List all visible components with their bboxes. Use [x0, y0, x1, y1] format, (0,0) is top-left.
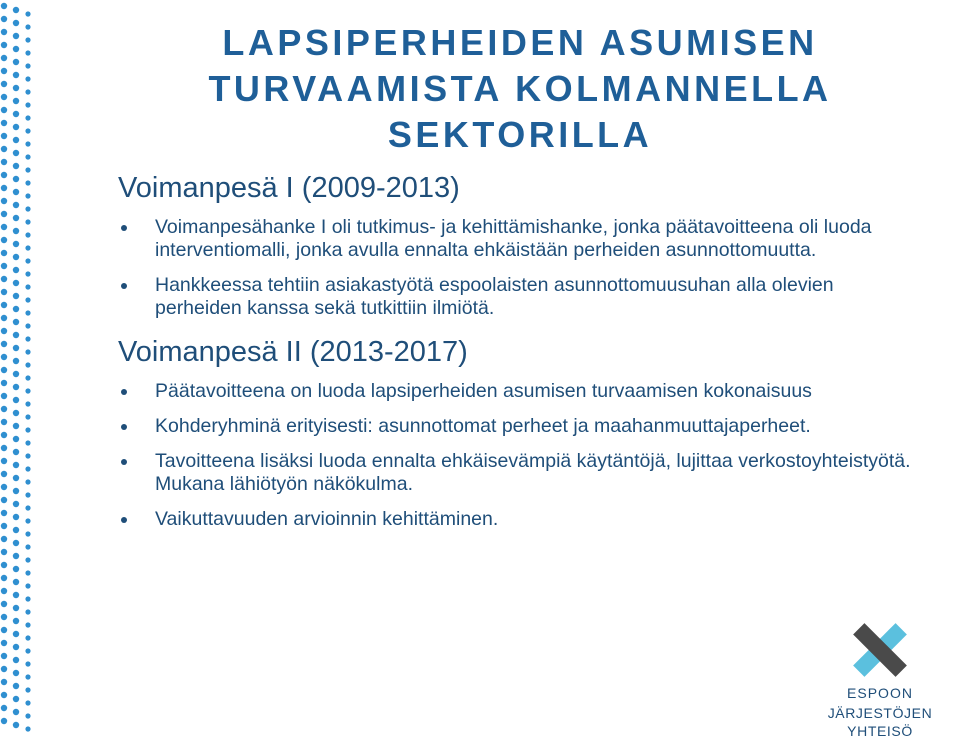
bullet-item: Voimanpesähanke I oli tutkimus- ja kehittämishanke, jonka päätavoitteena oli luoda interventiomalli, jonka avulla ennalta ehkäistään perheiden asunnottomuutta.: [118, 216, 918, 262]
decorative-dot: [1, 510, 7, 516]
decorative-dot: [1, 406, 7, 412]
decorative-dot: [1, 432, 7, 438]
decorative-dot: [1, 471, 7, 477]
decorative-dot: [1, 458, 7, 464]
decorative-dot: [25, 245, 30, 250]
decorative-dot: [25, 297, 30, 302]
decorative-dot: [13, 254, 19, 260]
decorative-dot: [25, 492, 30, 497]
decorative-dot: [1, 211, 7, 217]
decorative-dot: [1, 627, 7, 633]
slide-title-line-1: LAPSIPERHEIDEN ASUMISEN: [222, 22, 818, 63]
decorative-dot: [13, 137, 19, 143]
decorative-dot: [1, 315, 7, 321]
decorative-dot: [13, 527, 19, 533]
decorative-dot: [25, 50, 30, 55]
decorative-dot: [13, 501, 19, 507]
decorative-dot: [25, 622, 30, 627]
decorative-dot: [25, 115, 30, 120]
decorative-dot: [13, 488, 19, 494]
decorative-dot: [25, 570, 30, 575]
section-heading-voimanpesa-2: Voimanpesä II (2013-2017): [118, 336, 468, 368]
decorative-dot: [1, 445, 7, 451]
decorative-dot: [1, 133, 7, 139]
decorative-dot: [25, 414, 30, 419]
decorative-dot: [1, 198, 7, 204]
decorative-dot: [25, 544, 30, 549]
decorative-dot: [1, 146, 7, 152]
decorative-dot: [13, 345, 19, 351]
bullet-item: Vaikuttavuuden arvioinnin kehittäminen.: [118, 508, 918, 531]
decorative-dot: [13, 215, 19, 221]
decorative-dot: [25, 11, 30, 16]
decorative-dot: [1, 380, 7, 386]
decorative-dot: [25, 648, 30, 653]
decorative-dot: [13, 709, 19, 715]
slide-content: [118, 170, 918, 545]
logo-text-jarjestojen-yhteiso: JÄRJESTÖJEN YHTEISÖ: [827, 705, 933, 739]
decorative-dot: [13, 72, 19, 78]
decorative-dot: [25, 76, 30, 81]
decorative-dot: [25, 193, 30, 198]
logo-cross-icon: [844, 622, 916, 678]
decorative-dot: [25, 180, 30, 185]
decorative-dot-pattern: [0, 0, 44, 733]
decorative-dot: [25, 635, 30, 640]
decorative-dot: [13, 475, 19, 481]
decorative-dot: [13, 59, 19, 65]
decorative-dot: [13, 332, 19, 338]
decorative-dot: [13, 644, 19, 650]
decorative-dot: [1, 666, 7, 672]
decorative-dot: [1, 679, 7, 685]
decorative-dot: [13, 176, 19, 182]
decorative-dot: [1, 341, 7, 347]
decorative-dot: [25, 557, 30, 562]
decorative-dot: [25, 154, 30, 159]
decorative-dot: [25, 401, 30, 406]
decorative-dot: [13, 631, 19, 637]
decorative-dot: [1, 16, 7, 22]
decorative-dot: [25, 700, 30, 705]
decorative-dot: [25, 661, 30, 666]
decorative-dot: [25, 583, 30, 588]
decorative-dot: [25, 349, 30, 354]
decorative-dot: [1, 328, 7, 334]
decorative-dot: [25, 518, 30, 523]
bullet-list-voimanpesa-1: [118, 216, 918, 320]
decorative-dot: [25, 596, 30, 601]
decorative-dot: [1, 640, 7, 646]
decorative-dot: [1, 653, 7, 659]
decorative-dot: [1, 601, 7, 607]
decorative-dot: [13, 618, 19, 624]
decorative-dot: [25, 284, 30, 289]
decorative-dot: [25, 427, 30, 432]
decorative-dot: [13, 150, 19, 156]
decorative-dot: [25, 453, 30, 458]
decorative-dot: [13, 98, 19, 104]
decorative-dot: [1, 3, 7, 9]
decorative-dot: [13, 670, 19, 676]
decorative-dot: [25, 167, 30, 172]
decorative-dot: [25, 479, 30, 484]
decorative-dot: [1, 718, 7, 724]
decorative-dot: [1, 81, 7, 87]
slide-title-line-2: TURVAAMISTA KOLMANNELLA: [208, 68, 832, 109]
decorative-dot: [1, 237, 7, 243]
decorative-dot: [13, 33, 19, 39]
decorative-dot: [1, 575, 7, 581]
decorative-dot: [25, 375, 30, 380]
decorative-dot: [13, 85, 19, 91]
decorative-dot: [1, 172, 7, 178]
decorative-dot: [1, 29, 7, 35]
bullet-item: Kohderyhminä erityisesti: asunnottomat perheet ja maahanmuuttajaperheet.: [118, 415, 918, 438]
decorative-dot: [25, 323, 30, 328]
decorative-dot: [25, 687, 30, 692]
decorative-dot: [25, 440, 30, 445]
decorative-dot: [1, 68, 7, 74]
decorative-dot: [13, 553, 19, 559]
decorative-dot: [1, 224, 7, 230]
decorative-dot: [13, 111, 19, 117]
decorative-dot: [25, 609, 30, 614]
decorative-dot: [25, 128, 30, 133]
decorative-dot: [25, 141, 30, 146]
decorative-dot: [13, 306, 19, 312]
decorative-dot: [25, 674, 30, 679]
decorative-dot: [13, 7, 19, 13]
decorative-dot: [13, 20, 19, 26]
decorative-dot: [1, 419, 7, 425]
bullet-item: Tavoitteena lisäksi luoda ennalta ehkäisevämpiä käytäntöjä, lujittaa verkostoyhteistyötä. Mukana lähiötyön näkökulma.: [118, 450, 918, 496]
decorative-dot: [1, 302, 7, 308]
decorative-dot: [13, 605, 19, 611]
decorative-dot: [13, 514, 19, 520]
decorative-dot: [1, 120, 7, 126]
decorative-dot: [1, 107, 7, 113]
decorative-dot: [13, 449, 19, 455]
logo-text-espoon: ESPOON: [847, 685, 913, 701]
decorative-dot: [13, 267, 19, 273]
decorative-dot: [13, 566, 19, 572]
decorative-dot: [13, 592, 19, 598]
decorative-dot: [25, 24, 30, 29]
decorative-dot: [1, 159, 7, 165]
decorative-dot: [13, 293, 19, 299]
decorative-dot: [13, 384, 19, 390]
decorative-dot: [13, 319, 19, 325]
decorative-dot: [1, 562, 7, 568]
decorative-dot: [13, 46, 19, 52]
decorative-dot: [13, 124, 19, 130]
decorative-dot: [13, 423, 19, 429]
decorative-dot: [1, 536, 7, 542]
decorative-dot: [25, 63, 30, 68]
decorative-dot: [1, 276, 7, 282]
decorative-dot: [1, 185, 7, 191]
decorative-dot: [1, 549, 7, 555]
decorative-dot: [13, 696, 19, 702]
decorative-dot: [1, 263, 7, 269]
decorative-dot: [1, 614, 7, 620]
decorative-dot: [13, 280, 19, 286]
decorative-dot: [25, 271, 30, 276]
decorative-dot: [13, 436, 19, 442]
decorative-dot: [13, 189, 19, 195]
decorative-dot: [13, 202, 19, 208]
decorative-dot: [13, 228, 19, 234]
decorative-dot: [1, 484, 7, 490]
decorative-dot: [1, 289, 7, 295]
decorative-dot: [1, 367, 7, 373]
decorative-dot: [25, 531, 30, 536]
decorative-dot: [13, 462, 19, 468]
decorative-dot: [1, 42, 7, 48]
decorative-dot: [13, 683, 19, 689]
decorative-dot: [25, 388, 30, 393]
decorative-dot: [13, 163, 19, 169]
decorative-dot: [1, 55, 7, 61]
bullet-item: Päätavoitteena on luoda lapsiperheiden asumisen turvaamisen kokonaisuus: [118, 380, 918, 403]
decorative-dot: [13, 358, 19, 364]
decorative-dot: [25, 726, 30, 731]
decorative-dot: [25, 310, 30, 315]
decorative-dot: [1, 588, 7, 594]
decorative-dot: [1, 692, 7, 698]
decorative-dot: [25, 89, 30, 94]
bullet-item: Hankkeessa tehtiin asiakastyötä espoolaisten asunnottomuusuhan alla olevien perheiden kanssa sekä tutkittiin ilmiötä.: [118, 274, 918, 320]
decorative-dot: [25, 505, 30, 510]
decorative-dot: [1, 393, 7, 399]
decorative-dot: [13, 371, 19, 377]
decorative-dot: [1, 250, 7, 256]
decorative-dot: [25, 258, 30, 263]
decorative-dot: [1, 354, 7, 360]
decorative-dot: [13, 241, 19, 247]
espoon-jarjestojen-yhteiso-logo: [800, 620, 960, 739]
decorative-dot: [13, 410, 19, 416]
decorative-dot: [13, 722, 19, 728]
decorative-dot: [13, 540, 19, 546]
decorative-dot: [1, 94, 7, 100]
decorative-dot: [25, 336, 30, 341]
decorative-dot: [13, 579, 19, 585]
slide-title: [110, 20, 930, 158]
decorative-dot: [25, 713, 30, 718]
decorative-dot: [25, 206, 30, 211]
decorative-dot: [1, 523, 7, 529]
decorative-dot: [25, 102, 30, 107]
decorative-dot: [25, 37, 30, 42]
decorative-dot: [25, 466, 30, 471]
decorative-dot: [13, 397, 19, 403]
bullet-list-voimanpesa-2: [118, 380, 918, 531]
decorative-dot: [25, 219, 30, 224]
decorative-dot: [1, 497, 7, 503]
decorative-dot: [1, 705, 7, 711]
decorative-dot: [25, 362, 30, 367]
decorative-dot: [13, 657, 19, 663]
slide-title-line-3: SEKTORILLA: [387, 114, 653, 155]
decorative-dot: [25, 232, 30, 237]
section-heading-voimanpesa-1: Voimanpesä I (2009-2013): [118, 172, 460, 204]
